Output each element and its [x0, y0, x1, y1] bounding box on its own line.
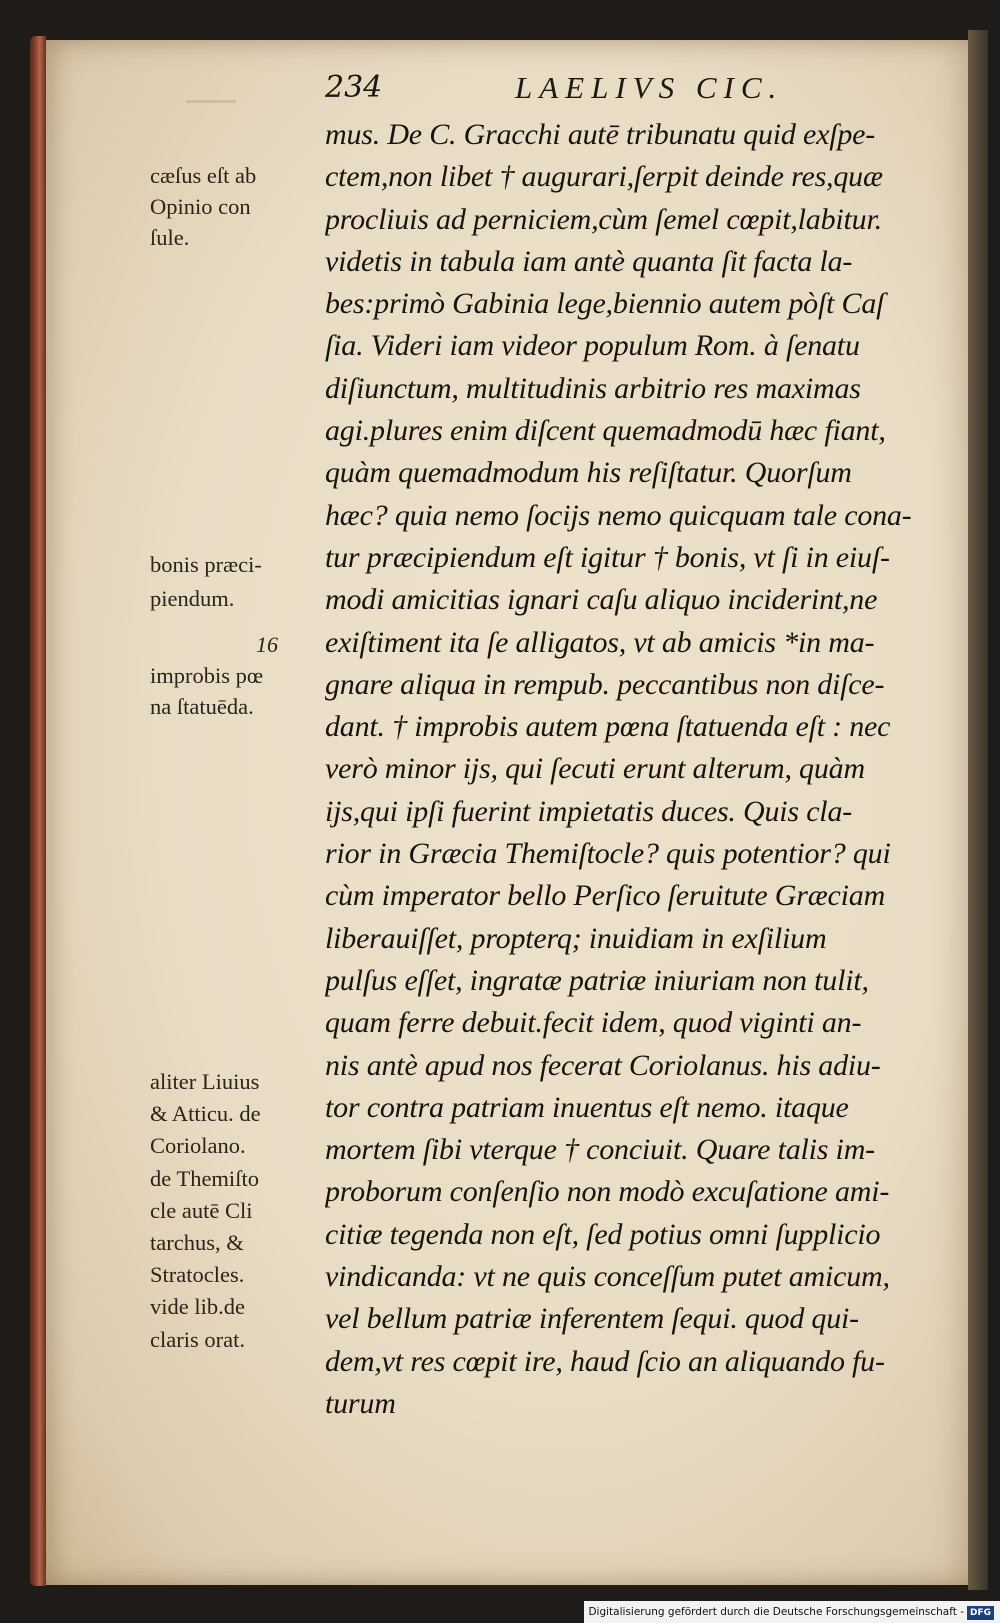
text-line: verò minor ijs, qui ſecuti erunt alterum, quàm	[325, 752, 865, 786]
text-line: pulſus eſſet, ingratæ patriæ iniuriam non tulit,	[325, 963, 869, 997]
book-fore-edge	[30, 36, 46, 1586]
margin-note-line: ſule.	[150, 225, 190, 250]
digitization-footer	[584, 1601, 1000, 1623]
margin-note-line: vide lib.de	[150, 1294, 245, 1320]
text-line: proborum conſenſio non modò excuſatione ami-	[325, 1175, 890, 1209]
margin-note-improbis	[150, 660, 263, 722]
text-line: rior in Græcia Themiſtocle? quis potentior? qui	[325, 837, 891, 871]
margin-note-line: Stratocles.	[150, 1262, 245, 1288]
text-line: mortem ſibi vterque † conciuit. Quare talis im-	[325, 1133, 875, 1167]
text-line: bes:primò Gabinia lege,biennio autem pòſt Caſ	[325, 287, 885, 321]
margin-note-bonis	[150, 548, 262, 616]
running-head: LAELIVS CIC.	[515, 70, 784, 105]
text-line: quàm quemadmodum his reſiſtatur. Quorſum	[325, 456, 852, 490]
text-line: tor contra patriam inuentus eſt nemo. itaque	[325, 1090, 849, 1124]
text-line: dem,vt res cœpit ire, haud ſcio an aliquando fu-	[325, 1344, 885, 1378]
text-line: modi amicitias ignari caſu aliquo inciderint,ne	[325, 583, 878, 617]
text-line: tur præcipiendum eſt igitur † bonis, vt ſi in eiuſ-	[325, 540, 890, 574]
margin-note-line: Coriolano.	[150, 1133, 246, 1159]
text-line: ctem,non libet † augurari,ſerpit deinde res,quæ	[325, 160, 883, 194]
text-line: liberauiſſet, propterq; inuidiam in exſilium	[325, 921, 827, 955]
margin-note-line: de Themiſto	[150, 1165, 259, 1191]
text-line: vel bellum patriæ inferentem ſequi. quod qui-	[325, 1302, 859, 1336]
text-line: quam ferre debuit.fecit idem, quod viginti an-	[325, 1006, 862, 1040]
text-line: hæc? quia nemo ſocijs nemo quicquam tale cona-	[325, 498, 912, 532]
text-line: cùm imperator bello Perſico ſeruitute Græciam	[325, 879, 886, 913]
text-line: ſia. Videri iam videor populum Rom. à ſenatu	[325, 329, 860, 363]
margin-note-line: aliter Liuius	[150, 1069, 260, 1094]
dfg-logo: DFG	[967, 1606, 994, 1620]
folio-number: 234	[325, 70, 383, 105]
margin-note-line: claris orat.	[150, 1326, 245, 1352]
footer-text: Digitalisierung gefördert durch die Deutsche Forschungsgemeinschaft -	[588, 1606, 964, 1618]
text-line: exiſtiment ita ſe alligatos, vt ab amicis *in ma-	[325, 625, 875, 659]
page-header	[325, 70, 905, 110]
text-line: agi.plures enim diſcent quemadmodū hæc fiant,	[325, 414, 886, 448]
text-line: diſiunctum, multitudinis arbitrio res maximas	[325, 371, 861, 405]
margin-note-line: piendum.	[150, 586, 235, 611]
text-line: mus. De C. Gracchi autē tribunatu quid exſpe-	[325, 118, 876, 151]
margin-note-number: 16	[256, 632, 278, 657]
text-line: dant. † improbis autem pœna ſtatuenda eſt : nec	[325, 710, 891, 744]
margin-note-line: Opinio con	[150, 194, 251, 219]
text-line: gnare aliqua in rempub. peccantibus non diſce-	[325, 667, 885, 701]
page-smudge	[186, 100, 236, 103]
text-line: citiæ tegenda non eſt, ſed potius omni ſupplicio	[325, 1217, 881, 1251]
margin-note-line: cæſus eſt ab	[150, 163, 257, 188]
text-line: nis antè apud nos fecerat Coriolanus. his adiu-	[325, 1048, 881, 1082]
margin-note-coriolanus	[150, 1066, 261, 1356]
text-line: vindicanda: vt ne quis conceſſum putet amicum,	[325, 1260, 890, 1294]
margin-note-line: & Atticu. de	[150, 1101, 261, 1127]
margin-note-line: improbis pœ	[150, 663, 264, 688]
text-line: ijs,qui ipſi fuerint impietatis duces. Quis cla-	[325, 794, 853, 828]
margin-note-line: cle autē Cli	[150, 1197, 253, 1223]
book-right-edge	[968, 30, 988, 1590]
text-line: videtis in tabula iam antè quanta ſit facta la-	[325, 244, 853, 278]
main-text-block	[325, 114, 937, 1425]
margin-note-consul	[150, 160, 256, 253]
margin-note-line: na ſtatuēda.	[150, 694, 254, 719]
text-line: turum	[325, 1386, 396, 1420]
text-line: procliuis ad perniciem,cùm ſemel cœpit,labitur.	[325, 202, 882, 236]
margin-note-line: tarchus, &	[150, 1229, 244, 1255]
margin-note-line: bonis præci-	[150, 552, 262, 577]
